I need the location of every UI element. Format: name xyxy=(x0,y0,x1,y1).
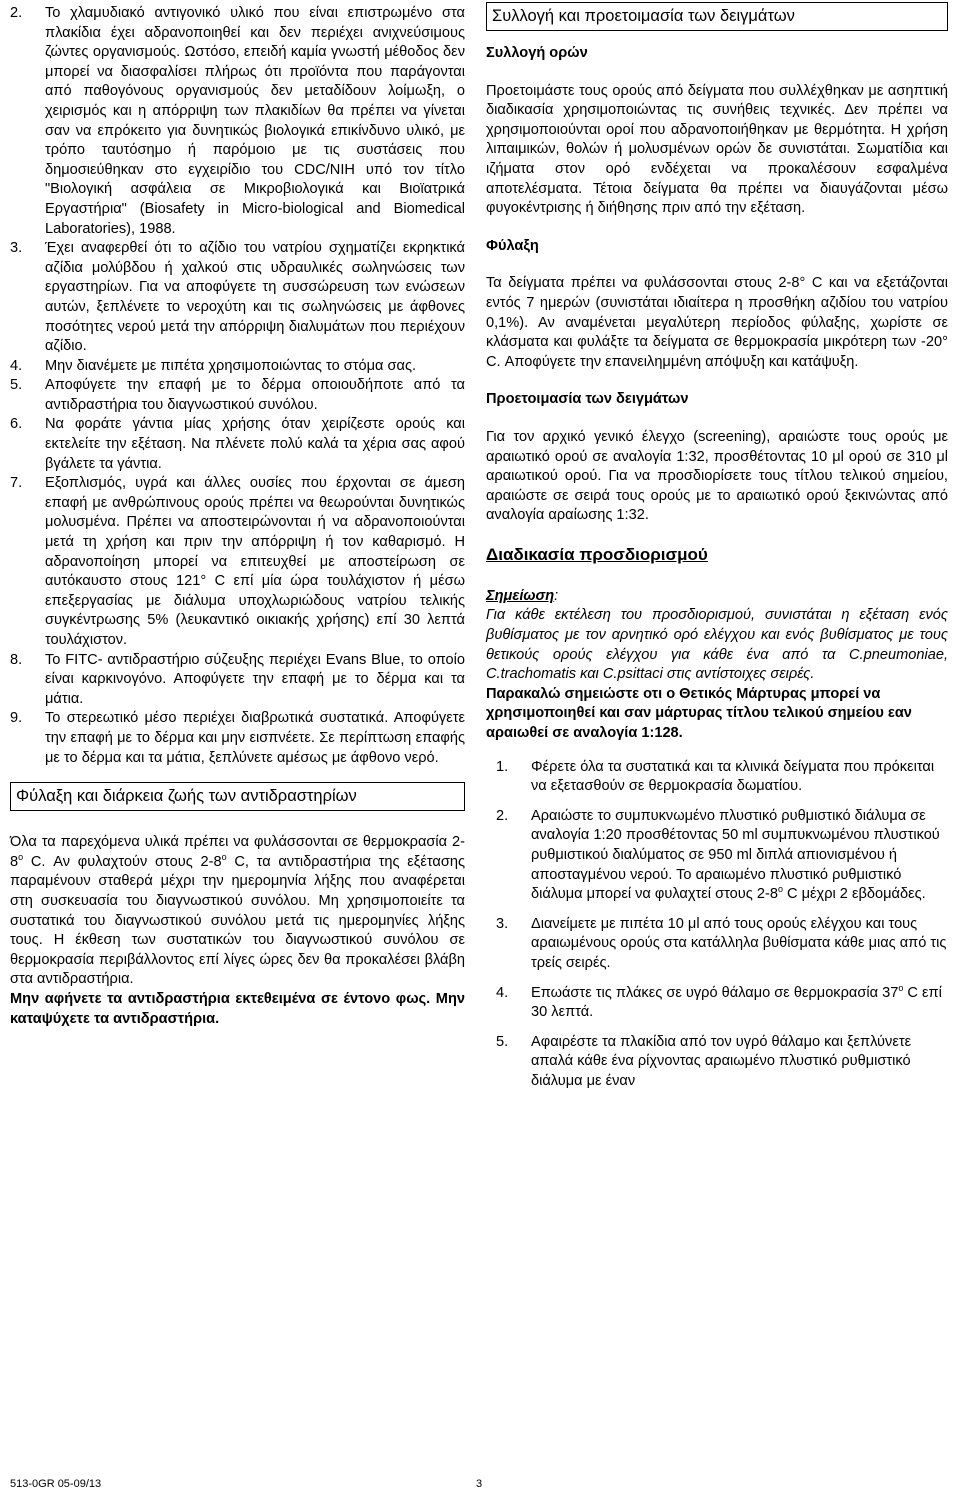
list-item: 5. Αποφύγετε την επαφή με το δέρμα οποιουδήποτε από τα αντιδραστήρια του διαγνωστικού συνόλου. xyxy=(10,377,465,413)
note-text: Για κάθε εκτέλεση του προσδιορισμού, συνιστάται η εξέταση ενός βυθίσματος με τον αρνητικό ορό ελέγχου και ενός βυθίσματος με τους θετικούς ορούς ελέγχου για κάθε ένα από τα C.pneumoniae, C.trachomatis και C.psittaci στις αντίστοιχες σειρές. xyxy=(486,607,948,683)
list-item: 8. Το FITC- αντιδραστήριο σύζευξης περιέχει Evans Blue, το οποίο είναι καρκινογόνο. Αποφύγετε την επαφή με το δέρμα και τα μάτια. xyxy=(10,651,465,707)
specimen-storage-text: Τα δείγματα πρέπει να φυλάσσονται στους 2-8° C και να εξετάζονται εντός 7 ημερών (συνιστάται ιδιαίτερα η προσθήκη αζιδίου του νατρίου 0,1%). Αν αναμένεται μεγαλύτερη περίοδος φύλαξης, χωρίστε σε κλάσματα και φυλάξτε τα δείγματα σε θερμοκρασία μικρότερη των -20° C. Αποφύγετε την επανειλημμένη απόψυξη και κατάψυξη. xyxy=(486,275,948,370)
list-item: 5. Αφαιρέστε τα πλακίδια από τον υγρό θάλαμο και ξεπλύνετε απαλά κάθε ένα ρίχνοντας αραιωμένο πλυστικό ρυθμιστικό διάλυμα με έναν xyxy=(496,1033,912,1089)
positive-control-note: Παρακαλώ σημειώστε οτι ο Θετικός Μάρτυρας μπορεί να χρησιμοποιηθεί και σαν μάρτυρας τίτλου τελικού σημείου εαν αραιωθεί σε αναλογία 1:128. xyxy=(486,685,912,742)
list-item: 4. Επωάστε τις πλάκες σε υγρό θάλαμο σε θερμοκρασία 37$^o$ C επί 30 λεπτά. xyxy=(496,982,942,1021)
list-item: 7. Εξοπλισμός, υγρά και άλλες ουσίες που έρχονται σε άμεση επαφή με ανθρώπινους ορούς πρέπει να θεωρούνται δυνητικώς μολυσμένα. Πρέπει να αποστειρώνονται ή να αδρανοποιούνται μετά τη χρήση και πριν την απόρριψη ή τον καθαρισμό. Η αδρανοποίηση μπορεί να επιτευχθεί με αποστείρωση σε αυτόκαυστο στους 121° C επί μία ώρα τουλάχιστον ή μέσω επεξεργασίας με διάλυμα υποχλωριώδους νατρίου τελικής συγκέντρωσης 5% (λευκαντικό οικιακής χρήσης) επί 30 λεπτά τουλάχιστον. xyxy=(10,475,465,648)
specimen-storage-title: Φύλαξη xyxy=(486,237,539,254)
list-item: 9. Το στερεωτικό μέσο περιέχει διαβρωτικά συστατικά. Αποφύγετε την επαφή με το δέρμα και μην εισπνέετε. Σε περίπτωση επαφής με το δέρμα και τα μάτια, ξεπλύνετε αμέσως με άφθονο νερό. xyxy=(10,710,465,766)
collection-text: Προετοιμάστε τους ορούς από δείγματα που συλλέχθηκαν με ασηπτική διαδικασία χρησιμοποιώντας τις συνήθεις τεχνικές. Δεν πρέπει να χρησιμοποιούνται οροί που αδρανοποιήθηκαν με θερμότητα. Η χρήση λιπαιμικών, θολών ή μολυσμένων ορών δε συνιστάται. Σωματίδια και ιζήματα στον ορό ενδέχεται να προκαλέσουν εσφαλμένα αποτελέσματα. Τέτοια δείγματα θα πρέπει να διαυγάζονται μέσω φυγοκέντρισης ή διήθησης πριν από την εξέταση. xyxy=(486,82,948,217)
list-item: 2. Αραιώστε το συμπυκνωμένο πλυστικό ρυθμιστικό διάλυμα σε αναλογία 1:20 προσθέτοντας 50 ml συμπυκνωμένου πλυστικού ρυθμιστικού διαλύματος σε 950 ml διπλά απιονισμένου ή αποσταγμένου νερού. Το αραιωμένο πλυστικό ρυθμιστικό διάλυμα μπορεί να φυλαχτεί στους 2-8$^o$ C μέχρι 2 εβδομάδες. xyxy=(496,807,940,903)
list-item: 4. Μην διανέμετε με πιπέτα χρησιμοποιώντας το στόμα σας. xyxy=(10,357,417,374)
list-item: 2. Το χλαμυδιακό αντιγονικό υλικό που είναι επιστρωμένο στα πλακίδια έχει αδρανοποιηθεί και δεν περιέχει ανιχνεύσιμους ζώντες οργανισμούς. Ωστόσο, επειδή καμία γνωστή μέθοδος δεν μπορεί να διασφαλίσει πλήρως ότι προϊόντα που παράγονται από παθογόνους οργανισμούς δεν μεταδίδουν λοίμωξη, ο χειρισμός και η απόρριψη των πλακιδίων θα πρέπει να γίνεται σαν να επρόκειτο για δυνητικώς βιολογικά επικίνδυνο υλικό, με τρόπο ταυτόσημο ή παρόμοιο με τις συστάσεις που δημοσιεύθηκαν στο εγχειρίδιο του CDC/NIH υπό τον τίτλο "Βιολογική ασφάλεια σε Μικροβιολογικά και Βιοϊατρικά Εργαστήρια" (Biosafety in Micro-biological and Biomedical Laboratories), 1988. xyxy=(10,5,465,237)
list-item: 3. Διανείμετε με πιπέτα 10 μl από τους ορούς ελέγχου και τους αραιωμένους ορούς στα κατάλληλα βυθίσματα κάθε μιας από τις τρείς σειρές. xyxy=(496,915,947,971)
collection-title: Συλλογή ορών xyxy=(486,45,588,61)
right-column xyxy=(486,4,948,1102)
prep-text: Για τον αρχικό γενικό έλεγχο (screening), αραιώστε τους ορούς με αραιωτικό ορού σε αναλογία 1:32, προσθέτοντας 10 μl ορού σε 310 μl αραιωτικού ορού. Για να προσδιορίσετε τους τίτλου τελικού σημείου, αραιώστε σε σειρά τους ορούς με το αραιωτικό ορού ξεκινώντας από αναλογία αραίωσης 1:32. xyxy=(486,428,948,524)
list-item: 3. Έχει αναφερθεί ότι το αζίδιο του νατρίου σχηματίζει εκρηκτικά αζίδια μολύβδου ή χαλκού στις υδραυλικές σωληνώσεις των εργαστηρίων. Για να αποφύγετε τη συσσώρευση των ενώσεων αυτών, ξεπλένετε το νεροχύτη και τις σωληνώσεις με άφθονες ποσότητες νερού μετά την απόρριψη διαλυμάτων που περιέχουν αζίδιο. xyxy=(10,240,465,355)
document-code: 513-0GR 05-09/13 xyxy=(10,1478,102,1490)
note-label: Σημείωση: xyxy=(486,587,559,604)
prep-title: Προετοιμασία των δειγμάτων xyxy=(486,391,689,408)
list-item: 6. Να φοράτε γάντια μίας χρήσης όταν χειρίζεστε ορούς και εκτελείτε την εξέταση. Να πλένετε πολύ καλά τα χέρια σας αφού βγάλετε τα γάντια. xyxy=(10,416,465,472)
storage-warning: Μην αφήνετε τα αντιδραστήρια εκτεθειμένα σε έντονο φως. Μην καταψύχετε τα αντιδραστήρια. xyxy=(10,990,465,1027)
precautions-list xyxy=(10,4,465,768)
procedure-title: Διαδικασία προσδιορισμού xyxy=(486,544,708,564)
procedure-steps xyxy=(486,758,948,1092)
left-column xyxy=(10,4,465,1029)
storage-heading: Φύλαξη και διάρκεια ζωής των αντιδραστηρίων xyxy=(10,782,465,811)
storage-paragraph: Όλα τα παρεχόμενα υλικά πρέπει να φυλάσσονται σε θερμοκρασία 2-8$^o$ C. Αν φυλαχτούν στους 2-8$^o$ C, τα αντιδραστήρια της εξέτασης παραμένουν σταθερά μέχρι την ημερομηνία λήξης που αναφέρεται στη συσκευασία του διαγνωστικού συνόλου. Μη χρησιμοποιείτε τα συστατικά του διαγνωστικού συνόλου μετά τις ημερομηνίες λήξης τους. Η έκθεση των συστατικών του διαγνωστικού συνόλου σε θερμοκρασία περιβάλλοντος επί λίγες ώρες δεν θα προκαλέσει βλάβη στα αντιδραστήρια. xyxy=(10,834,465,988)
page-number: 3 xyxy=(476,1478,483,1490)
list-item: 1. Φέρετε όλα τα συστατικά και τα κλινικά δείγματα που πρόκειται να εξετασθούν σε θερμοκρασία δωματίου. xyxy=(496,758,935,795)
section-heading-specimens: Συλλογή και προετοιμασία των δειγμάτων xyxy=(486,2,948,31)
